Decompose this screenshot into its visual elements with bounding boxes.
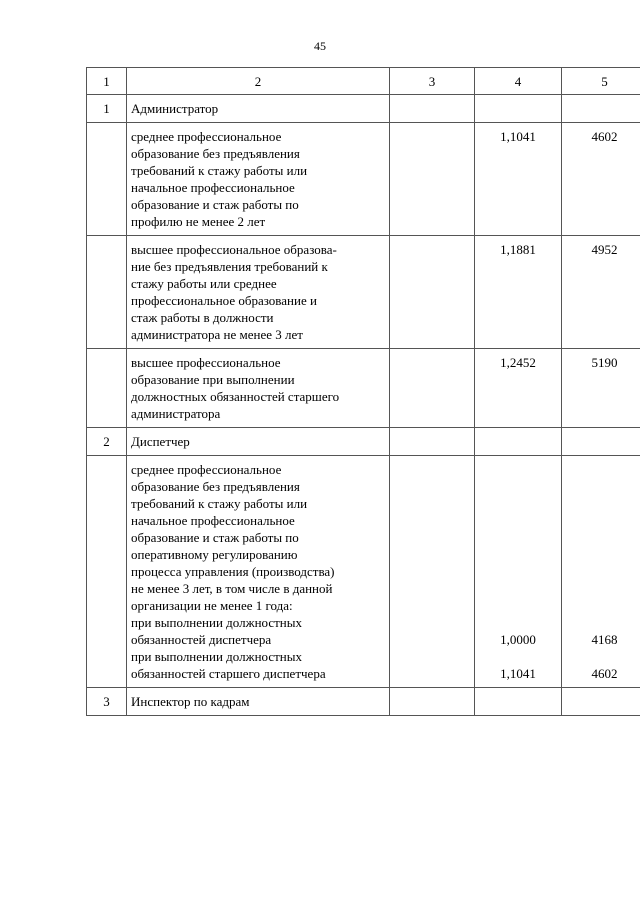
header-col-2: 2 xyxy=(127,68,390,95)
group-row-administrator xyxy=(87,95,640,123)
description-line: среднее профессиональное xyxy=(131,462,282,477)
col3-cell xyxy=(390,456,475,688)
description-line: образование без предъявления xyxy=(131,146,300,161)
salary-senior-dispatcher: 4602 xyxy=(591,666,618,681)
group-title: Инспектор по кадрам xyxy=(127,688,390,716)
coefficient-dispatcher: 1,0000 xyxy=(500,632,536,647)
salary-dispatcher: 4168 xyxy=(591,632,618,647)
coefficient-cell: 1,1881 xyxy=(475,236,562,349)
description-line: стажу работы или среднее xyxy=(131,276,277,291)
description-line: процесса управления (производства) xyxy=(131,564,335,579)
table-row xyxy=(87,236,640,349)
description-line: требований к стажу работы или xyxy=(131,496,308,511)
description-line: образование без предъявления xyxy=(131,479,300,494)
description-line: образование и стаж работы по xyxy=(131,197,299,212)
col3-cell xyxy=(390,349,475,428)
group-row-hr-inspector xyxy=(87,688,640,716)
coefficient-cell xyxy=(475,456,562,688)
description-line: профилю не менее 2 лет xyxy=(131,214,266,229)
description-line: стаж работы в должности xyxy=(131,310,274,325)
salary-cell: 4602 xyxy=(562,123,640,236)
description-line: образование и стаж работы по xyxy=(131,530,299,545)
group-number: 2 xyxy=(87,428,127,456)
coefficient-cell: 1,1041 xyxy=(475,123,562,236)
table-header-row xyxy=(87,68,640,95)
qualification-description xyxy=(127,456,390,688)
header-col-4: 4 xyxy=(475,68,562,95)
description-line: при выполнении должностных xyxy=(131,649,302,664)
group-row-dispatcher xyxy=(87,428,640,456)
description-line: требований к стажу работы или xyxy=(131,163,308,178)
tariff-table xyxy=(86,67,640,716)
header-col-1: 1 xyxy=(87,68,127,95)
header-col-5: 5 xyxy=(562,68,640,95)
qualification-description xyxy=(127,123,390,236)
description-line: высшее профессиональное xyxy=(131,355,281,370)
description-line: не менее 3 лет, в том числе в данной xyxy=(131,581,333,596)
description-line: высшее профессиональное образова- xyxy=(131,242,337,257)
description-line: организации не менее 1 года: xyxy=(131,598,293,613)
description-line: при выполнении должностных xyxy=(131,615,302,630)
col3-cell xyxy=(390,236,475,349)
coefficient-cell: 1,2452 xyxy=(475,349,562,428)
description-line: начальное профессиональное xyxy=(131,180,295,195)
salary-cell xyxy=(562,456,640,688)
qualification-description xyxy=(127,236,390,349)
header-col-3: 3 xyxy=(390,68,475,95)
description-line: администратора не менее 3 лет xyxy=(131,327,303,342)
description-line: должностных обязанностей старшего xyxy=(131,389,340,404)
table-row xyxy=(87,123,640,236)
coefficient-senior-dispatcher: 1,1041 xyxy=(500,666,536,681)
description-line: среднее профессиональное xyxy=(131,129,282,144)
description-line: начальное профессиональное xyxy=(131,513,295,528)
description-line: оперативному регулированию xyxy=(131,547,298,562)
page-number: 45 xyxy=(314,39,326,53)
col3-cell xyxy=(390,123,475,236)
table-row xyxy=(87,456,640,688)
group-title: Диспетчер xyxy=(127,428,390,456)
group-number: 1 xyxy=(87,95,127,123)
description-line: обязанностей диспетчера xyxy=(131,632,272,647)
table-row xyxy=(87,349,640,428)
salary-cell: 5190 xyxy=(562,349,640,428)
qualification-description xyxy=(127,349,390,428)
description-line: администратора xyxy=(131,406,221,421)
description-line: ние без предъявления требований к xyxy=(131,259,328,274)
description-line: образование при выполнении xyxy=(131,372,295,387)
salary-cell: 4952 xyxy=(562,236,640,349)
group-number: 3 xyxy=(87,688,127,716)
description-line: обязанностей старшего диспетчера xyxy=(131,666,326,681)
description-line: профессиональное образование и xyxy=(131,293,317,308)
group-title: Администратор xyxy=(127,95,390,123)
